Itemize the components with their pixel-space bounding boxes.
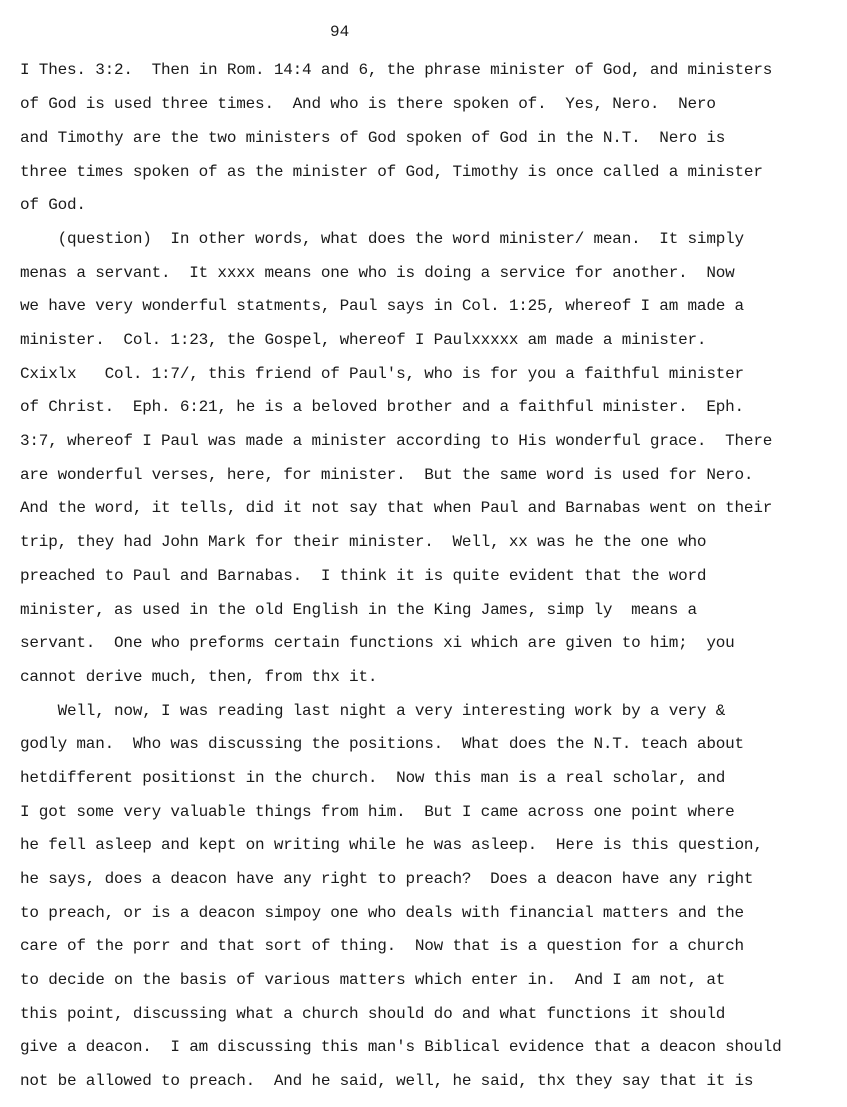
text-line: care of the porr and that sort of thing. Now that is a question for a church	[20, 937, 744, 955]
text-line: of God is used three times. And who is there spoken of. Yes, Nero. Nero	[20, 95, 716, 113]
page-number: 94	[330, 23, 350, 41]
text-line: menas a servant. It xxxx means one who is doing a service for another. Now	[20, 264, 735, 282]
text-line: cannot derive much, then, from thx it.	[20, 668, 378, 686]
text-line: this point, discussing what a church should do and what functions it should	[20, 1005, 726, 1023]
text-line: Cxixlx Col. 1:7/, this friend of Paul's, who is for you a faithful minister	[20, 365, 744, 383]
text-line: minister, as used in the old English in the King James, simp ly means a	[20, 601, 697, 619]
text-line: Well, now, I was reading last night a very interesting work by a very &	[20, 702, 726, 720]
text-line: trip, they had John Mark for their minister. Well, xx was he the one who	[20, 533, 707, 551]
text-line: we have very wonderful statments, Paul says in Col. 1:25, whereof I am made a	[20, 297, 744, 315]
text-line: And the word, it tells, did it not say that when Paul and Barnabas went on their	[20, 499, 773, 517]
text-line: hetdifferent positionst in the church. Now this man is a real scholar, and	[20, 769, 726, 787]
text-line: preached to Paul and Barnabas. I think it is quite evident that the word	[20, 567, 707, 585]
text-line: I Thes. 3:2. Then in Rom. 14:4 and 6, the phrase minister of God, and ministers	[20, 61, 773, 79]
text-line: of Christ. Eph. 6:21, he is a beloved brother and a faithful minister. Eph.	[20, 398, 744, 416]
text-line: (question) In other words, what does the word minister/ mean. It simply	[20, 230, 744, 248]
text-line: and Timothy are the two ministers of God spoken of God in the N.T. Nero is	[20, 129, 726, 147]
text-line: to preach, or is a deacon simpoy one who deals with financial matters and the	[20, 904, 744, 922]
text-line: three times spoken of as the minister of God, Timothy is once called a minister	[20, 163, 763, 181]
text-line: to decide on the basis of various matters which enter in. And I am not, at	[20, 971, 726, 989]
text-line: 3:7, whereof I Paul was made a minister according to His wonderful grace. There	[20, 432, 773, 450]
text-line: minister. Col. 1:23, the Gospel, whereof I Paulxxxxx am made a minister.	[20, 331, 707, 349]
text-line: servant. One who preforms certain functions xi which are given to him; you	[20, 634, 735, 652]
text-line: give a deacon. I am discussing this man's Biblical evidence that a deacon should	[20, 1038, 782, 1056]
text-line: he says, does a deacon have any right to preach? Does a deacon have any right	[20, 870, 754, 888]
text-line: I got some very valuable things from him. But I came across one point where	[20, 803, 735, 821]
text-line: of God.	[20, 196, 86, 214]
text-line: are wonderful verses, here, for minister. But the same word is used for Nero.	[20, 466, 754, 484]
text-line: he fell asleep and kept on writing while he was asleep. Here is this question,	[20, 836, 763, 854]
text-line: not be allowed to preach. And he said, well, he said, thx they say that it is	[20, 1072, 754, 1090]
text-line: godly man. Who was discussing the positions. What does the N.T. teach about	[20, 735, 744, 753]
